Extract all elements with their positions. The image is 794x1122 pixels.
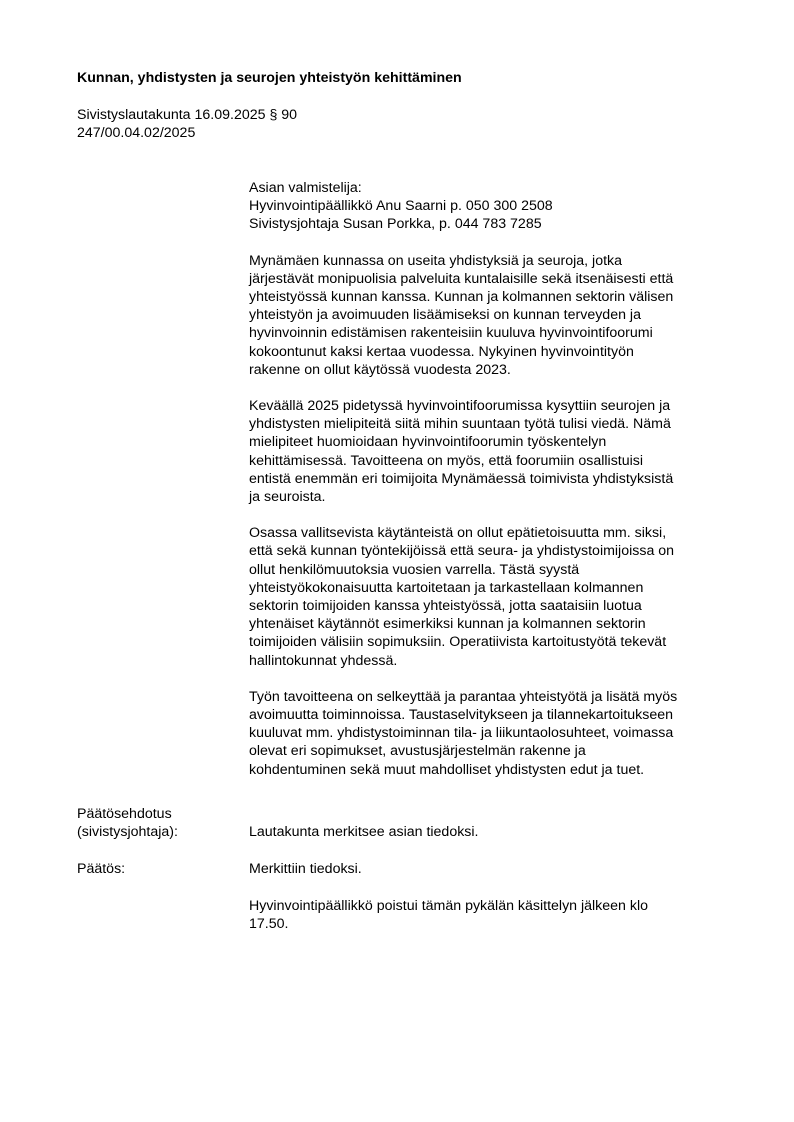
- proposal-text: Lautakunta merkitsee asian tiedoksi.: [249, 824, 479, 840]
- text-line: mielipiteet huomioidaan hyvinvointifoorumin työskentelyn: [249, 434, 607, 451]
- paragraph-background: [249, 252, 729, 379]
- paragraph-forum: [249, 397, 729, 506]
- text-line: entistä enemmän eri toimijoita Mynämäessä toimivista yhdistyksistä: [249, 470, 674, 487]
- text-line: Osassa vallitsevista käytänteistä on ollut epätietoisuutta mm. siksi,: [249, 525, 667, 542]
- text-line: järjestävät monipuolisia palveluita kuntalaisille sekä itsenäisesti että: [249, 270, 674, 287]
- decision-note-time: 17.50.: [249, 916, 289, 932]
- decision-note: Hyvinvointipäällikkö poistui tämän pykälän käsittelyn jälkeen klo: [249, 898, 649, 914]
- text-line: kohdentuminen sekä muut mahdolliset yhdistysten edut ja tuet.: [249, 761, 645, 778]
- decision-label: Päätös:: [77, 861, 126, 877]
- preparer-line: Sivistysjohtaja Susan Porkka, p. 044 783 7285: [249, 216, 542, 233]
- text-line: toimijoiden välisiin sopimuksiin. Operatiivista kartoitustyötä tekevät: [249, 634, 667, 651]
- case-body: [249, 179, 729, 797]
- text-line: Työn tavoitteena on selkeyttää ja parantaa yhteistyötä ja lisätä myös: [249, 688, 678, 705]
- paragraph-practices: [249, 524, 729, 670]
- text-line: kuuluvat mm. yhdistystoiminnan tila- ja liikuntaolosuhteet, voimassa: [249, 725, 674, 742]
- meeting-meta: [77, 106, 297, 142]
- record-number: 247/00.04.02/2025: [77, 125, 196, 141]
- decision-text: Merkittiin tiedoksi.: [249, 861, 362, 877]
- preparers-block: [249, 179, 729, 234]
- preparer-line: Hyvinvointipäällikkö Anu Saarni p. 050 300 2508: [249, 198, 553, 215]
- text-line: ja seuroista.: [249, 489, 326, 506]
- text-line: rakenne on ollut käytössä vuodesta 2023.: [249, 361, 511, 378]
- text-line: yhteistyön ja avoimuuden lisäämiseksi on kunnan terveyden ja: [249, 307, 641, 324]
- meeting-reference: Sivistyslautakunta 16.09.2025 § 90: [77, 107, 298, 123]
- text-line: hallintokunnat yhdessä.: [249, 652, 398, 669]
- text-line: sektorin toimijoiden kanssa yhteistyössä, jotta saataisiin luotua: [249, 598, 642, 615]
- text-line: että sekä kunnan työntekijöissä että seura- ja yhdistystoimijoissa on: [249, 543, 675, 560]
- text-line: olevat eri sopimukset, avustusjärjestelmän rakenne ja: [249, 743, 586, 760]
- document-title: Kunnan, yhdistysten ja seurojen yhteistyön kehittäminen: [77, 70, 462, 86]
- text-line: yhteistyössä kunnan kanssa. Kunnan ja kolmannen sektorin välisen: [249, 289, 674, 306]
- text-line: yhdistysten mielipiteitä siitä mihin suuntaan työtä tulisi viedä. Nämä: [249, 416, 671, 433]
- paragraph-goals: [249, 688, 729, 779]
- text-line: kehittämisessä. Tavoitteena on myös, että foorumiin osallistuisi: [249, 452, 644, 469]
- text-line: yhteistyökokonaisuutta kartoitetaan ja tarkastellaan kolmannen: [249, 579, 644, 596]
- proposal-label: Päätösehdotus: [77, 806, 172, 822]
- text-line: Mynämäen kunnassa on useita yhdistyksiä ja seuroja, jotka: [249, 252, 623, 269]
- text-line: hyvinvoinnin edistämisen rakenteisiin kuuluva hyvinvointifoorumi: [249, 325, 653, 342]
- proposal-label-role: (sivistysjohtaja):: [77, 824, 178, 840]
- preparers-heading: Asian valmistelija:: [249, 180, 362, 196]
- text-line: ollut henkilömuutoksia vuosien varrella. Tästä syystä: [249, 561, 580, 578]
- text-line: avoimuutta toiminnoissa. Taustaselvitykseen ja tilannekartoitukseen: [249, 707, 674, 724]
- text-line: Keväällä 2025 pidetyssä hyvinvointifoorumissa kysyttiin seurojen ja: [249, 398, 671, 415]
- text-line: yhtenäiset käytännöt esimerkiksi kunnan ja kolmannen sektorin: [249, 616, 646, 633]
- text-line: kokoontunut kaksi kertaa vuodessa. Nykyinen hyvinvointityön: [249, 343, 634, 360]
